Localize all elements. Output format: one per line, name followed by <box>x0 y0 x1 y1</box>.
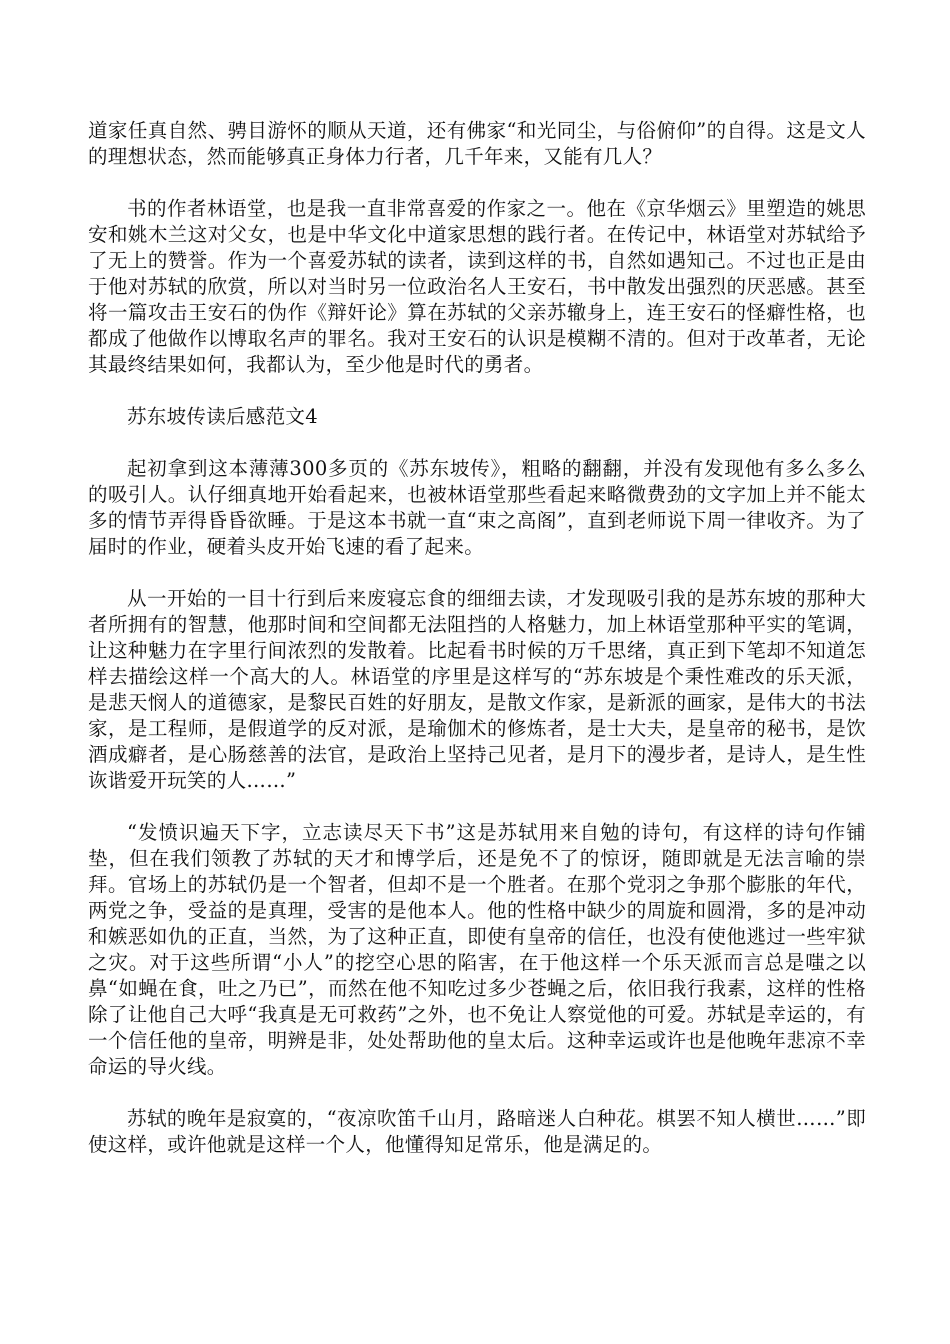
paragraph-late-years: 苏轼的晚年是寂寞的，“夜凉吹笛千山月，路暗迷人白种花。棋罢不知人横世……”即使这样，或许他就是这样一个人，他懂得知足常乐，他是满足的。 <box>88 1107 866 1156</box>
paragraph-author-linyutang: 书的作者林语堂，也是我一直非常喜爱的作家之一。他在《京华烟云》里塑造的姚思安和姚木兰这对父女，也是中华文化中道家思想的践行者。在传记中，林语堂对苏轼给予了无上的赞誉。作为一个喜爱苏轼的读者，读到这样的书，自然如遇知己。不过也正是由于他对苏轼的欣赏，所以对当时另一位政治名人王安石，书中散发出强烈的厌恶感。甚至将一篇攻击王安石的伪作《辩奸论》算在苏轼的父亲苏辙身上，连王安石的怪癖性格，也都成了他做作以博取名声的罪名。我对王安石的认识是模糊不清的。但对于改革者，无论其最终结果如何，我都认为，至少他是时代的勇者。 <box>88 197 866 376</box>
section-heading: 苏东坡传读后感范文4 <box>127 405 318 428</box>
document-page <box>88 118 866 1184</box>
paragraph-first-impression: 起初拿到这本薄薄300多页的《苏东坡传》，粗略的翻翻，并没有发现他有多么多么的吸引人。认仔细真地开始看起来，也被林语堂那些看起来略微费劲的文字加上并不能太多的情节弄得昏昏欲睡。于是这本书就一直“束之高阁”，直到老师说下周一律收齐。为了届时的作业，硬着头皮开始飞速的看了起来。 <box>88 457 866 558</box>
paragraph-taoist-ideal: 道家任真自然、骋目游怀的顺从天道，还有佛家“和光同尘，与俗俯仰”的自得。这是文人的理想状态，然而能够真正身体力行者，几千年来，又能有几人？ <box>88 119 866 168</box>
paragraph-charm-of-sushi: 从一开始的一目十行到后来废寝忘食的细细去读，才发现吸引我的是苏东坡的那种大者所拥有的智慧，他那时间和空间都无法阻挡的人格魅力，加上林语堂那种平实的笔调，让这种魅力在字里行间浓烈的发散着。比起看书时候的万千思绪，真正到下笔却不知道怎样去描绘这样一个高大的人。林语堂的序里是这样写的“苏东坡是个秉性难改的乐天派，是悲天悯人的道德家，是黎民百姓的好朋友，是散文作家，是新派的画家，是伟大的书法家，是工程师，是假道学的反对派，是瑜伽术的修炼者，是士大夫，是皇帝的秘书，是饮酒成癖者，是心肠慈善的法官，是政治上坚持己见者，是月下的漫步者，是诗人，是生性诙谐爱开玩笑的人……” <box>88 587 866 792</box>
paragraph-official-career: “发愤识遍天下字，立志读尽天下书”这是苏轼用来自勉的诗句，有这样的诗句作铺垫，但在我们领教了苏轼的天才和博学后，还是免不了的惊讶，随即就是无法言喻的崇拜。官场上的苏轼仍是一个智者，但却不是一个胜者。在那个党羽之争那个膨胀的年代，两党之争，受益的是真理，受害的是他本人。他的性格中缺少的周旋和圆滑，多的是冲动和嫉恶如仇的正直，当然，为了这种正直，即使有皇帝的信任，也没有使他逃过一些牢狱之灾。对于这些所谓“小人”的挖空心思的陷害，在于他这样一个乐天派而言总是嗤之以鼻“如蝇在食，吐之乃已”，而然在他不知吃过多少苍蝇之后，依旧我行我素，这样的性格除了让他自己大呼“我真是无可救药”之外，也不免让人察觉他的可爱。苏轼是幸运的，有一个信任他的皇帝，明辨是非，处处帮助他的皇太后。这种幸运或许也是他晚年悲凉不幸命运的导火线。 <box>88 821 866 1078</box>
